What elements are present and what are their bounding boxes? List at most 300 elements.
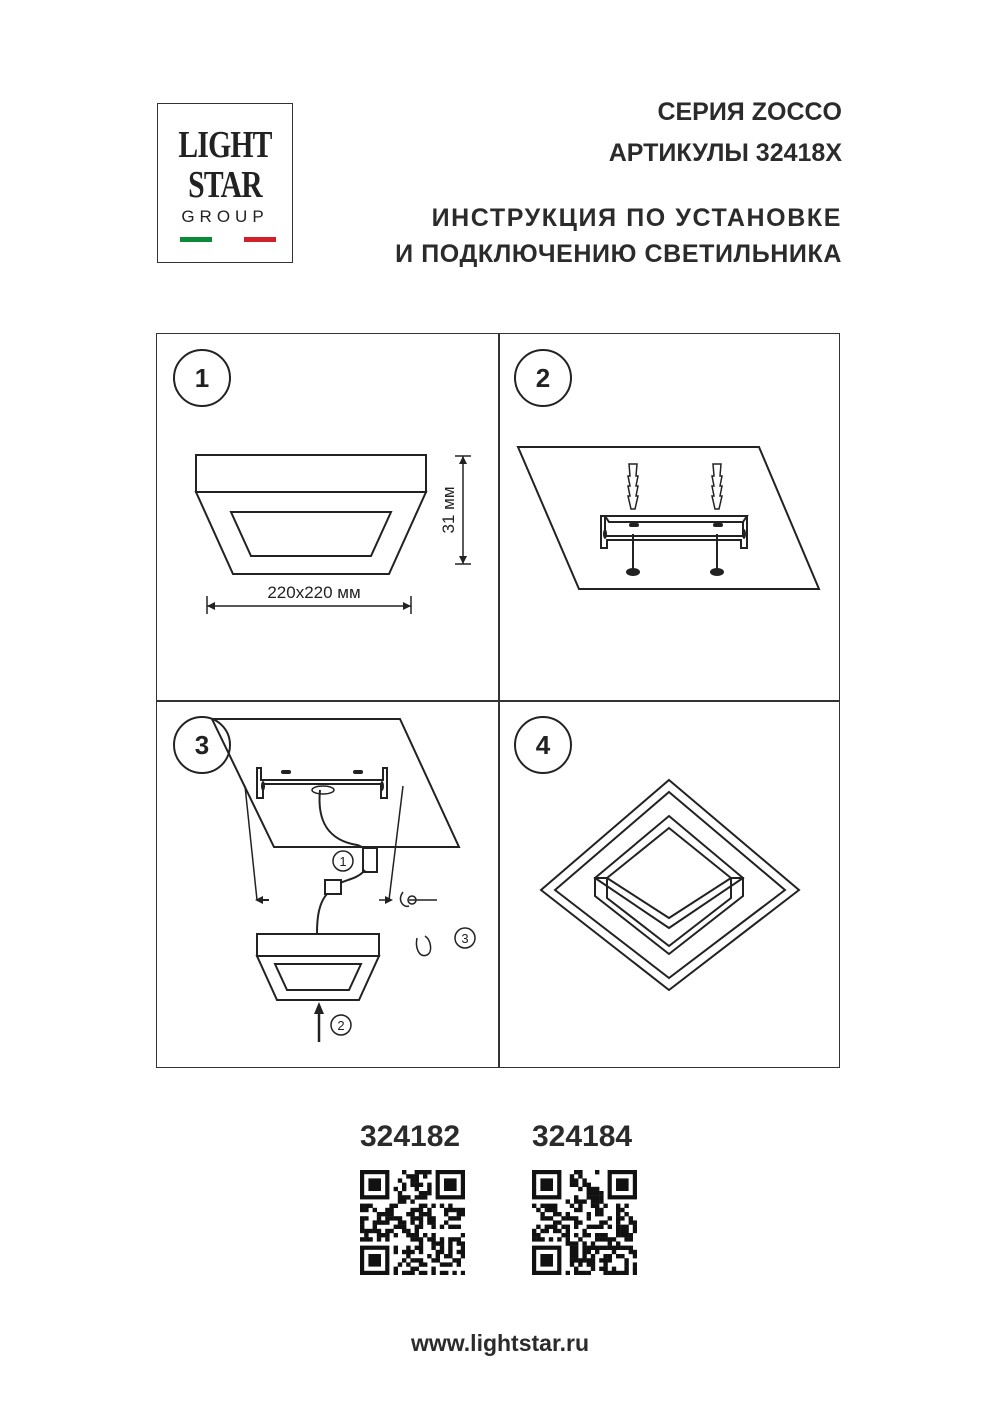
logo-line-2: STAR (188, 164, 262, 206)
qr-module (427, 1208, 431, 1212)
qr-module (624, 1271, 628, 1275)
qr-module (431, 1258, 435, 1262)
qr-module (448, 1246, 452, 1250)
qr-module (440, 1246, 444, 1250)
qr-module (570, 1183, 574, 1187)
qr-module (587, 1212, 591, 1216)
step-3-connection-drawing (157, 700, 499, 1068)
qr-module (410, 1258, 414, 1262)
qr-module (616, 1229, 620, 1233)
qr-module (620, 1271, 624, 1275)
qr-module (402, 1199, 406, 1203)
qr-module (385, 1233, 389, 1237)
qr-module (373, 1229, 377, 1233)
qr-module (545, 1208, 549, 1212)
qr-module (591, 1262, 595, 1266)
fixture-side-face (595, 878, 743, 954)
fixture-top-face (595, 816, 743, 928)
qr-module (423, 1170, 427, 1174)
qr-module (570, 1241, 574, 1245)
qr-module (587, 1258, 591, 1262)
qr-module (599, 1208, 603, 1212)
qr-module (582, 1241, 586, 1245)
qr-module (629, 1216, 633, 1220)
qr-module (620, 1246, 624, 1250)
qr-finder (444, 1178, 457, 1191)
qr-module (419, 1258, 423, 1262)
qr-module (457, 1241, 461, 1245)
qr-module (595, 1212, 599, 1216)
qr-module (616, 1204, 620, 1208)
qr-module (364, 1204, 368, 1208)
qr-finder (540, 1254, 553, 1267)
qr-module (427, 1191, 431, 1195)
qr-module (440, 1241, 444, 1245)
qr-module (389, 1212, 393, 1216)
qr-module (532, 1233, 536, 1237)
qr-module (608, 1225, 612, 1229)
qr-module (406, 1174, 410, 1178)
qr-module (440, 1204, 444, 1208)
qr-module (457, 1208, 461, 1212)
step-1-badge: 1 (173, 349, 231, 407)
qr-module (452, 1237, 456, 1241)
qr-module (410, 1271, 414, 1275)
qr-module (452, 1208, 456, 1212)
qr-module (540, 1204, 544, 1208)
qr-module (612, 1250, 616, 1254)
qr-module (423, 1262, 427, 1266)
qr-module (578, 1204, 582, 1208)
qr-module (410, 1199, 414, 1203)
qr-module (587, 1233, 591, 1237)
qr-module (616, 1233, 620, 1237)
qr-module (457, 1216, 461, 1220)
qr-module (616, 1212, 620, 1216)
qr-module (394, 1204, 398, 1208)
qr-module (364, 1208, 368, 1212)
qr-module (603, 1237, 607, 1241)
qr-module (595, 1199, 599, 1203)
qr-module (603, 1271, 607, 1275)
qr-module (616, 1225, 620, 1229)
qr-module (633, 1225, 637, 1229)
qr-module (444, 1262, 448, 1266)
qr-module (545, 1225, 549, 1229)
qr-module (616, 1216, 620, 1220)
qr-module (419, 1225, 423, 1229)
guide-line (389, 786, 403, 900)
driver-connector (325, 880, 341, 894)
qr-module (394, 1271, 398, 1275)
qr-module (419, 1250, 423, 1254)
qr-module (603, 1254, 607, 1258)
qr-module (612, 1267, 616, 1271)
qr-module (402, 1170, 406, 1174)
qr-module (566, 1237, 570, 1241)
product-code-2: 324184 (532, 1120, 633, 1153)
qr-module (423, 1195, 427, 1199)
qr-finder (368, 1254, 381, 1267)
qr-module (591, 1258, 595, 1262)
qr-module (423, 1212, 427, 1216)
qr-module (629, 1237, 633, 1241)
qr-module (448, 1262, 452, 1266)
qr-module (410, 1216, 414, 1220)
qr-module (431, 1204, 435, 1208)
qr-module (452, 1271, 456, 1275)
qr-module (608, 1254, 612, 1258)
qr-module (415, 1183, 419, 1187)
qr-module (545, 1204, 549, 1208)
qr-module (599, 1267, 603, 1271)
qr-module (389, 1208, 393, 1212)
qr-module (436, 1254, 440, 1258)
instruction-grid (156, 333, 840, 1068)
qr-module (545, 1229, 549, 1233)
qr-module (415, 1195, 419, 1199)
qr-module (624, 1258, 628, 1262)
qr-module (457, 1225, 461, 1229)
qr-module (385, 1208, 389, 1212)
qr-module (402, 1250, 406, 1254)
qr-module (410, 1183, 414, 1187)
qr-module (553, 1204, 557, 1208)
qr-module (457, 1237, 461, 1241)
qr-module (406, 1254, 410, 1258)
qr-module (574, 1246, 578, 1250)
qr-module (402, 1183, 406, 1187)
qr-module (444, 1271, 448, 1275)
qr-module (402, 1258, 406, 1262)
qr-module (570, 1262, 574, 1266)
qr-module (406, 1262, 410, 1266)
series-title: СЕРИЯ ZOCCO (657, 98, 842, 126)
qr-module (595, 1187, 599, 1191)
qr-module (570, 1258, 574, 1262)
qr-module (582, 1258, 586, 1262)
qr-module (415, 1229, 419, 1233)
qr-module (360, 1225, 364, 1229)
qr-module (591, 1191, 595, 1195)
qr-module (423, 1204, 427, 1208)
qr-module (574, 1216, 578, 1220)
qr-module (557, 1237, 561, 1241)
qr-module (431, 1246, 435, 1250)
qr-module (608, 1246, 612, 1250)
step-4-installed-drawing (499, 700, 841, 1068)
qr-module (398, 1195, 402, 1199)
qr-module (444, 1254, 448, 1258)
width-label: 220x220 мм (267, 583, 361, 602)
fixture-diffuser (275, 964, 361, 990)
qr-module (461, 1208, 465, 1212)
flag-red (244, 237, 276, 242)
qr-module (574, 1233, 578, 1237)
qr-module (595, 1208, 599, 1212)
qr-module (612, 1237, 616, 1241)
qr-module (419, 1241, 423, 1245)
qr-module (410, 1267, 414, 1271)
qr-module (624, 1246, 628, 1250)
qr-module (385, 1216, 389, 1220)
qr-module (620, 1225, 624, 1229)
qr-module (377, 1237, 381, 1241)
qr-module (603, 1262, 607, 1266)
qr-module (377, 1229, 381, 1233)
qr-module (423, 1174, 427, 1178)
step-2-bracket-mounting-drawing (499, 334, 841, 700)
qr-module (608, 1237, 612, 1241)
qr-finder (616, 1178, 629, 1191)
qr-module (406, 1233, 410, 1237)
qr-module (549, 1216, 553, 1220)
qr-finder (368, 1178, 381, 1191)
qr-module (578, 1258, 582, 1262)
qr-module (603, 1267, 607, 1271)
qr-module (402, 1225, 406, 1229)
qr-module (633, 1229, 637, 1233)
qr-module (402, 1271, 406, 1275)
qr-module (574, 1220, 578, 1224)
step-1-dimensions-drawing (157, 334, 499, 700)
qr-module (406, 1212, 410, 1216)
qr-module (410, 1178, 414, 1182)
qr-module (582, 1229, 586, 1233)
qr-module (620, 1229, 624, 1233)
qr-module (616, 1271, 620, 1275)
qr-module (540, 1237, 544, 1241)
qr-module (591, 1241, 595, 1245)
qr-module (440, 1271, 444, 1275)
terminal-block (363, 848, 377, 872)
qr-module (364, 1216, 368, 1220)
qr-module (620, 1254, 624, 1258)
qr-module (633, 1220, 637, 1224)
qr-module (427, 1183, 431, 1187)
qr-module (595, 1225, 599, 1229)
brand-logo (157, 103, 293, 263)
qr-module (415, 1170, 419, 1174)
qr-module (368, 1237, 372, 1241)
qr-module (389, 1216, 393, 1220)
qr-module (360, 1237, 364, 1241)
qr-module (419, 1191, 423, 1195)
qr-module (415, 1187, 419, 1191)
qr-module (545, 1216, 549, 1220)
qr-module (591, 1187, 595, 1191)
qr-module (599, 1237, 603, 1241)
qr-module (532, 1204, 536, 1208)
qr-module (457, 1250, 461, 1254)
qr-module (587, 1246, 591, 1250)
qr-module (582, 1271, 586, 1275)
qr-code-324182[interactable] (360, 1170, 465, 1275)
qr-module (427, 1216, 431, 1220)
logo-line-1: LIGHT (178, 124, 272, 166)
qr-module (431, 1225, 435, 1229)
qr-module (578, 1220, 582, 1224)
qr-module (461, 1250, 465, 1254)
qr-module (427, 1187, 431, 1191)
qr-module (431, 1220, 435, 1224)
qr-module (624, 1262, 628, 1266)
ceiling-plate (541, 780, 799, 990)
qr-module (595, 1233, 599, 1237)
qr-module (406, 1195, 410, 1199)
qr-module (398, 1262, 402, 1266)
qr-module (406, 1271, 410, 1275)
qr-module (415, 1178, 419, 1182)
qr-module (415, 1216, 419, 1220)
qr-module (582, 1199, 586, 1203)
qr-module (587, 1271, 591, 1275)
qr-module (415, 1267, 419, 1271)
qr-module (612, 1271, 616, 1275)
qr-module (608, 1216, 612, 1220)
qr-module (574, 1170, 578, 1174)
qr-module (457, 1258, 461, 1262)
qr-module (574, 1208, 578, 1212)
qr-module (549, 1237, 553, 1241)
qr-module (385, 1212, 389, 1216)
qr-module (419, 1237, 423, 1241)
qr-module (591, 1267, 595, 1271)
qr-module (603, 1220, 607, 1224)
qr-module (440, 1250, 444, 1254)
hand-icon (416, 936, 430, 956)
qr-module (394, 1187, 398, 1191)
fixture-top-face (196, 455, 426, 492)
qr-module (431, 1233, 435, 1237)
qr-module (373, 1208, 377, 1212)
qr-module (616, 1208, 620, 1212)
qr-module (624, 1204, 628, 1208)
qr-module (419, 1246, 423, 1250)
qr-module (599, 1212, 603, 1216)
qr-module (595, 1191, 599, 1195)
qr-module (419, 1208, 423, 1212)
qr-module (591, 1225, 595, 1229)
qr-module (574, 1258, 578, 1262)
qr-module (423, 1233, 427, 1237)
qr-module (419, 1220, 423, 1224)
qr-module (624, 1267, 628, 1271)
qr-finder (540, 1178, 553, 1191)
qr-module (415, 1225, 419, 1229)
qr-module (444, 1220, 448, 1224)
wall-plug-icon (712, 464, 722, 509)
qr-module (599, 1225, 603, 1229)
qr-module (398, 1191, 402, 1195)
qr-module (431, 1267, 435, 1271)
qr-module (574, 1271, 578, 1275)
website-link[interactable]: www.lightstar.ru (410, 1330, 590, 1356)
qr-module (419, 1262, 423, 1266)
qr-module (448, 1204, 452, 1208)
qr-module (616, 1241, 620, 1245)
qr-module (452, 1216, 456, 1220)
qr-module (419, 1216, 423, 1220)
qr-module (440, 1225, 444, 1229)
qr-module (448, 1216, 452, 1220)
qr-module (620, 1208, 624, 1212)
qr-module (415, 1258, 419, 1262)
qr-module (377, 1216, 381, 1220)
qr-module (557, 1212, 561, 1216)
qr-module (415, 1208, 419, 1212)
qr-module (427, 1170, 431, 1174)
qr-module (591, 1199, 595, 1203)
qr-module (377, 1212, 381, 1216)
qr-module (595, 1250, 599, 1254)
qr-module (452, 1258, 456, 1262)
qr-module (381, 1233, 385, 1237)
qr-module (624, 1225, 628, 1229)
qr-module (410, 1250, 414, 1254)
qr-module (373, 1220, 377, 1224)
qr-code-324184[interactable] (532, 1170, 637, 1275)
qr-module (553, 1208, 557, 1212)
qr-module (582, 1233, 586, 1237)
qr-module (415, 1233, 419, 1237)
qr-module (419, 1170, 423, 1174)
qr-module (457, 1262, 461, 1266)
qr-module (587, 1183, 591, 1187)
step-3-badge: 3 (173, 716, 231, 774)
flag-green (180, 237, 212, 242)
qr-module (629, 1233, 633, 1237)
qr-module (566, 1229, 570, 1233)
qr-module (385, 1237, 389, 1241)
qr-module (587, 1250, 591, 1254)
qr-module (394, 1267, 398, 1271)
logo-line-3: GROUP (181, 207, 269, 226)
qr-module (633, 1267, 637, 1271)
qr-module (624, 1233, 628, 1237)
qr-module (431, 1237, 435, 1241)
qr-module (616, 1254, 620, 1258)
substep-2-label: 2 (337, 1018, 345, 1033)
qr-module (574, 1254, 578, 1258)
qr-module (603, 1204, 607, 1208)
qr-module (553, 1229, 557, 1233)
qr-module (419, 1195, 423, 1199)
qr-module (410, 1174, 414, 1178)
qr-module (578, 1262, 582, 1266)
qr-module (427, 1212, 431, 1216)
qr-module (461, 1246, 465, 1250)
qr-module (591, 1204, 595, 1208)
qr-module (385, 1229, 389, 1233)
qr-module (566, 1225, 570, 1229)
qr-module (389, 1204, 393, 1208)
qr-module (616, 1220, 620, 1224)
qr-module (595, 1246, 599, 1250)
bracket-slot (713, 523, 723, 527)
qr-module (595, 1170, 599, 1174)
qr-module (448, 1241, 452, 1245)
instruction-title-line-2: И ПОДКЛЮЧЕНИЮ СВЕТИЛЬНИКА (395, 240, 842, 268)
qr-module (578, 1237, 582, 1241)
articles-title: АРТИКУЛЫ 32418X (608, 139, 842, 167)
qr-module (377, 1220, 381, 1224)
qr-module (448, 1254, 452, 1258)
bracket-slot (629, 523, 639, 527)
qr-module (427, 1237, 431, 1241)
qr-module (561, 1233, 565, 1237)
qr-module (461, 1241, 465, 1245)
